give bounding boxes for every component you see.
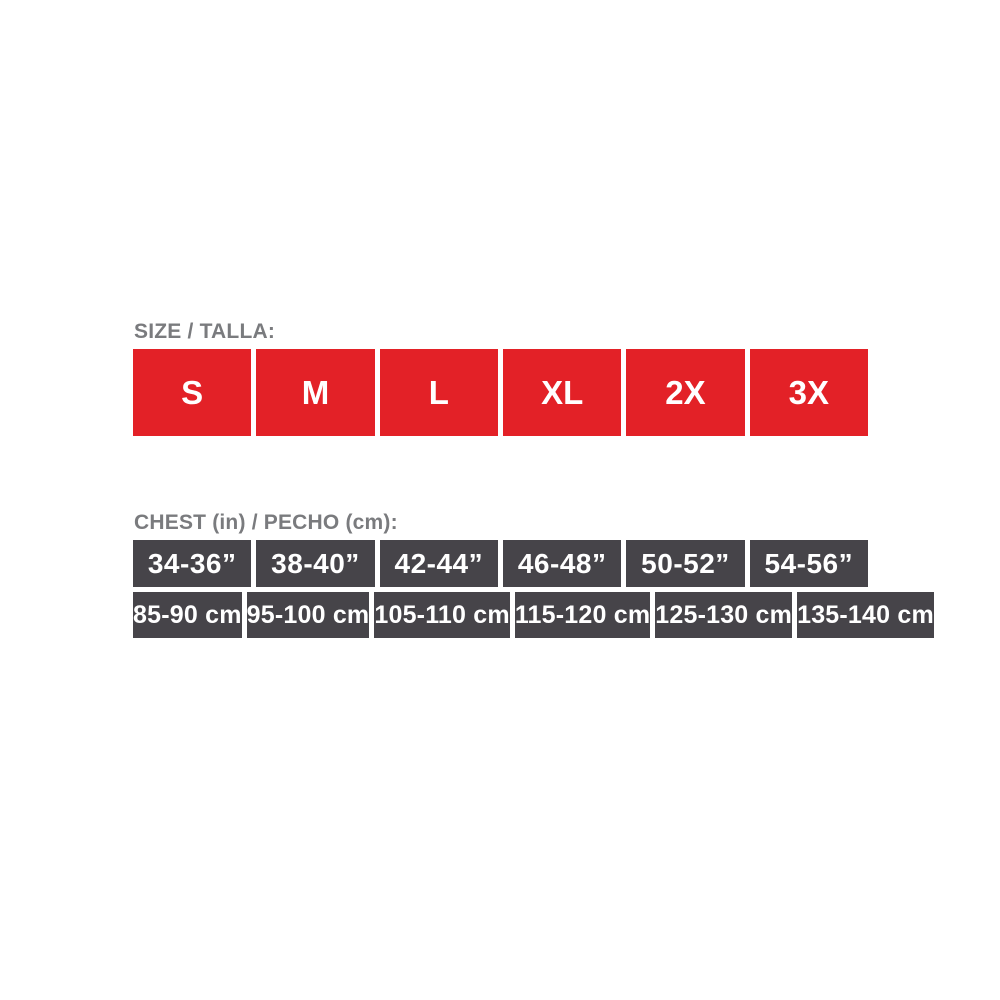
chest-cm-row bbox=[133, 592, 934, 638]
chest-inches-cell-xl: 46-48” bbox=[503, 540, 621, 587]
chest-cm-cell-3x: 135-140 cm bbox=[797, 592, 934, 638]
size-cell-3x: 3X bbox=[750, 349, 868, 436]
chest-cm-cell-m: 95-100 cm bbox=[247, 592, 370, 638]
chest-inches-cell-3x: 54-56” bbox=[750, 540, 868, 587]
chest-inches-cell-m: 38-40” bbox=[256, 540, 374, 587]
size-cell-2x: 2X bbox=[626, 349, 744, 436]
chest-cm-cell-s: 85-90 cm bbox=[133, 592, 242, 638]
chest-inches-cell-s: 34-36” bbox=[133, 540, 251, 587]
chest-cm-cell-2x: 125-130 cm bbox=[655, 592, 792, 638]
size-row bbox=[133, 349, 868, 436]
chest-inches-cell-2x: 50-52” bbox=[626, 540, 744, 587]
size-cell-xl: XL bbox=[503, 349, 621, 436]
size-cell-l: L bbox=[380, 349, 498, 436]
size-cell-s: S bbox=[133, 349, 251, 436]
chest-cm-cell-l: 105-110 cm bbox=[374, 592, 509, 638]
chest-section-label: CHEST (in) / PECHO (cm): bbox=[134, 511, 398, 534]
chest-inches-cell-l: 42-44” bbox=[380, 540, 498, 587]
chest-cm-cell-xl: 115-120 cm bbox=[515, 592, 650, 638]
chest-inches-row bbox=[133, 540, 868, 587]
size-cell-m: M bbox=[256, 349, 374, 436]
size-section-label: SIZE / TALLA: bbox=[134, 320, 276, 343]
